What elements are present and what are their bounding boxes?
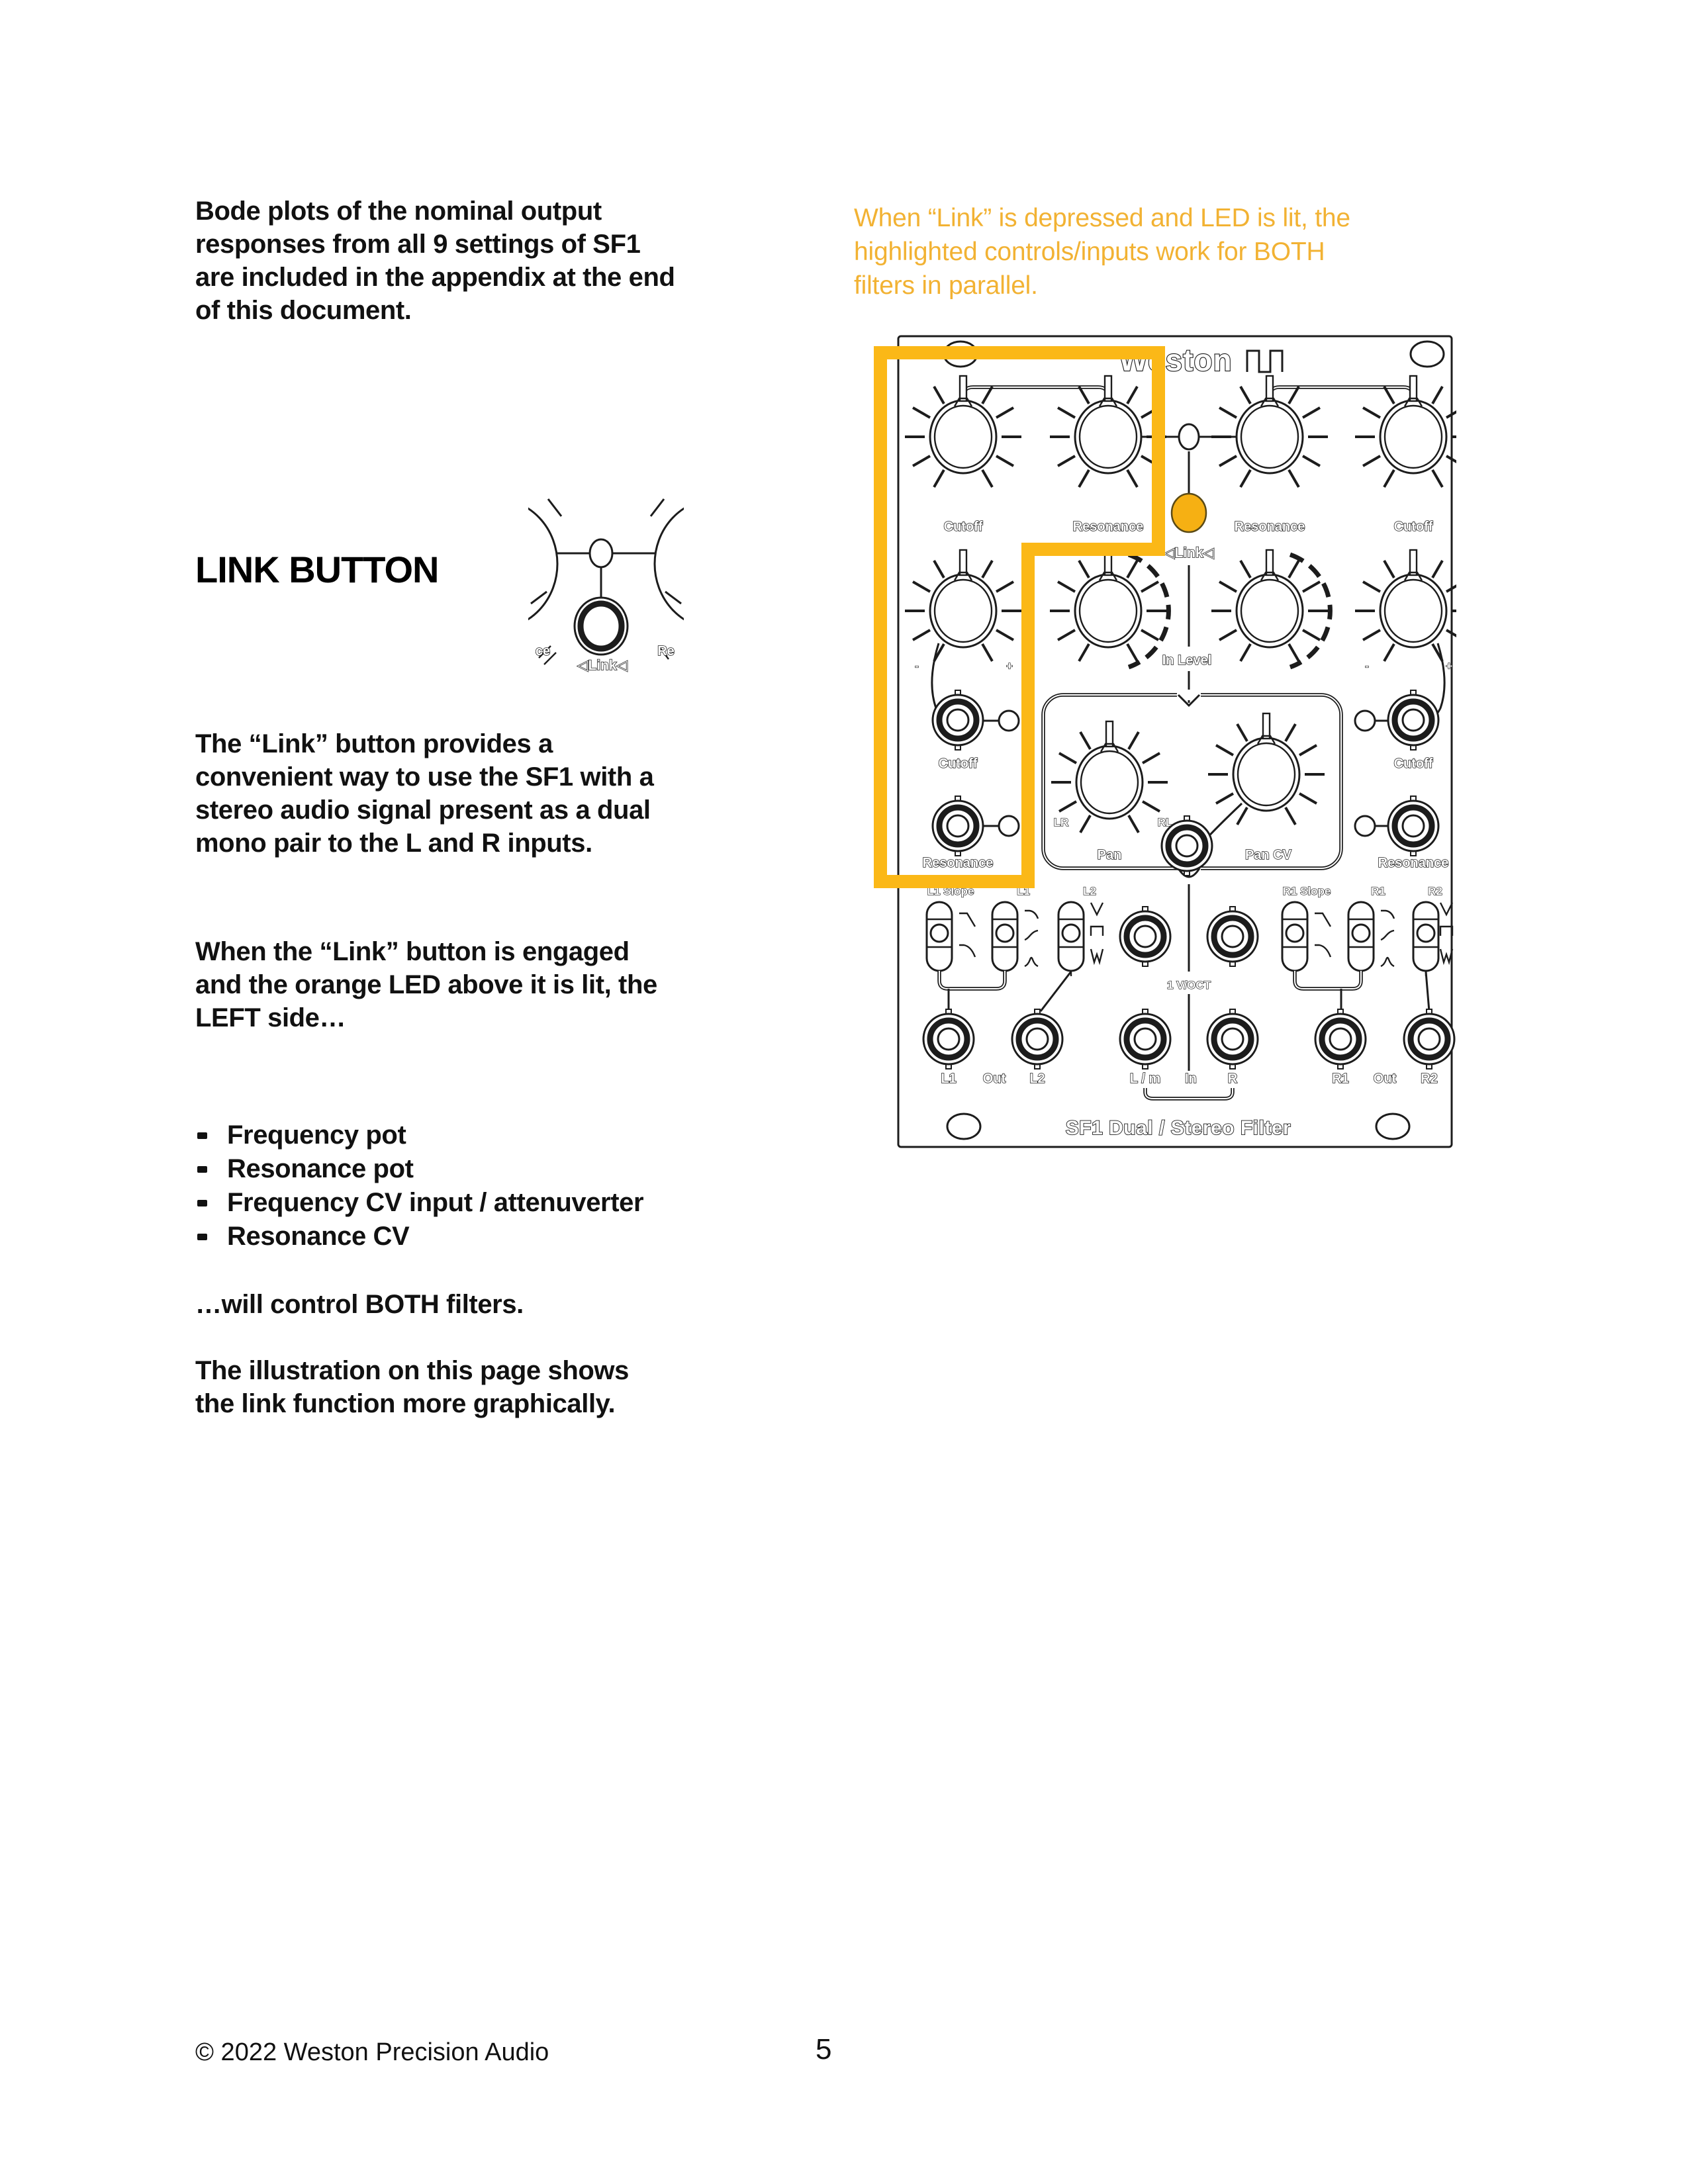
l2-out-label: L2 xyxy=(1029,1071,1045,1086)
voct-jack-right xyxy=(1207,907,1258,966)
link-led-outline xyxy=(1179,424,1199,449)
resonance-jack-label-left: Resonance xyxy=(922,856,994,870)
para-will-control: …will control BOTH filters. xyxy=(195,1290,524,1319)
r1-out-label: R1 xyxy=(1332,1071,1349,1086)
l1-out-label: L1 xyxy=(941,1071,957,1086)
brand-meander-icon xyxy=(1247,351,1282,372)
cutoff-jack-label-left: Cutoff xyxy=(938,756,978,771)
pan-knob xyxy=(1051,721,1168,833)
cutoff-label-right: Cutoff xyxy=(1393,520,1433,534)
in-label: In xyxy=(1185,1071,1197,1086)
r2-switch-label: R2 xyxy=(1428,885,1442,897)
list-item: Resonance pot xyxy=(197,1152,727,1186)
r1-mode-switch xyxy=(1348,902,1374,976)
list-item: Resonance CV xyxy=(197,1220,727,1253)
r1-slope-label: R1 Slope xyxy=(1282,885,1331,897)
attenuverter-minus-left: - xyxy=(915,660,919,672)
r1-slope-switch xyxy=(1282,902,1307,976)
panel-model-name: SF1 Dual / Stereo Filter xyxy=(1065,1117,1291,1139)
cutoff-label-left: Cutoff xyxy=(943,520,983,534)
mounting-hole-bottom-left xyxy=(947,1114,980,1139)
resonance-knob-right xyxy=(1211,376,1328,487)
attenuverter-minus-right: - xyxy=(1365,660,1369,672)
l2-mode-switch xyxy=(1058,902,1084,976)
slope-icons-right xyxy=(1315,913,1331,957)
l2-lead xyxy=(1041,972,1071,1011)
l1-slope-label: L1 Slope xyxy=(927,885,974,897)
cutoff-knob-right xyxy=(1355,376,1456,487)
inset-link-button xyxy=(575,598,628,655)
square-bullet-icon xyxy=(197,1234,207,1240)
lm-in-label: L / m xyxy=(1129,1071,1161,1086)
out-label-left: Out xyxy=(982,1071,1006,1086)
bullet-list xyxy=(197,1118,727,1253)
inset-link-label: ◁Link◁ xyxy=(577,658,628,672)
l2-switch-label: L2 xyxy=(1083,885,1096,897)
r1-out-jack xyxy=(1315,1009,1366,1069)
resonance-label-right: Resonance xyxy=(1234,520,1305,534)
resonance-led-right xyxy=(1355,816,1375,836)
page-number: 5 xyxy=(816,2033,832,2066)
inset-fragment-ce: ce xyxy=(535,644,551,659)
cutoff-cv-jack-right xyxy=(1388,690,1438,750)
copyright-text: © 2022 Weston Precision Audio xyxy=(195,2038,549,2066)
inset-fragment-re: Re xyxy=(657,644,675,659)
r1-switch-label: R1 xyxy=(1371,885,1385,897)
heading-link-button: LINK BUTTON xyxy=(195,549,439,590)
l1-merge-lead xyxy=(939,971,1005,1013)
stereo-in-bracket xyxy=(1145,1088,1233,1099)
pan-cv-knob xyxy=(1208,713,1325,825)
cutoff-knob-left xyxy=(905,376,1021,487)
mode-icons-r2 xyxy=(1440,903,1452,962)
para-bode-plots: Bode plots of the nominal output responses from all 9 settings of SF1 are included in the appendix at the end of this document. xyxy=(195,197,675,325)
inset-right-knob-fragment xyxy=(651,499,684,659)
cutoff-jack-label-right: Cutoff xyxy=(1393,756,1433,771)
list-item: Frequency pot xyxy=(197,1118,727,1152)
slope-icons-left xyxy=(959,913,975,957)
cutoff-cv-jack-left xyxy=(933,690,983,750)
square-bullet-icon xyxy=(197,1132,207,1139)
freq-cv-attenuverter-knob-right xyxy=(1355,550,1456,661)
pan-cv-label: Pan CV xyxy=(1244,848,1292,862)
l1-switch-label: L1 xyxy=(1017,885,1030,897)
out-label-right: Out xyxy=(1373,1071,1397,1086)
resonance-cv-jack-left xyxy=(933,796,983,856)
r2-out-label: R2 xyxy=(1421,1071,1438,1086)
r-in-jack xyxy=(1207,1009,1258,1069)
freq-cv-attenuverter-knob-left xyxy=(905,550,1021,661)
pan-lr-label: LR xyxy=(1053,816,1069,829)
para-illustration: The illustration on this page shows the link function more graphically. xyxy=(195,1356,629,1418)
square-bullet-icon xyxy=(197,1166,207,1173)
brand-logo-text: Weston xyxy=(1119,343,1233,377)
mounting-hole-top-right xyxy=(1411,341,1444,367)
resonance-led-left xyxy=(999,816,1019,836)
r1-merge-lead xyxy=(1295,971,1361,1013)
mounting-hole-bottom-right xyxy=(1376,1114,1409,1139)
sf1-module-illustration xyxy=(861,318,1456,1158)
para-link-provides: The “Link” button provides a convenient way to use the SF1 with a stereo audio signal present as a dual mono pair to the L and R inputs. xyxy=(195,729,654,858)
r-in-label: R xyxy=(1227,1071,1238,1086)
resonance-cv-jack-right xyxy=(1388,796,1438,856)
in-level-label: In Level xyxy=(1162,653,1212,668)
inset-left-knob-fragment xyxy=(528,499,561,664)
resonance-knob-left xyxy=(1050,376,1166,487)
r2-lead xyxy=(1426,972,1429,1011)
mode-icons-l1 xyxy=(1025,911,1038,966)
attenuverter-plus-left: + xyxy=(1006,660,1013,672)
cutoff-led-left xyxy=(999,711,1019,731)
cutoff-led-right xyxy=(1355,711,1375,731)
l1-mode-switch xyxy=(992,902,1017,976)
r2-mode-switch xyxy=(1413,902,1438,976)
resonance-jack-label-right: Resonance xyxy=(1378,856,1449,870)
inset-led xyxy=(590,539,612,567)
link-button-inset-illustration xyxy=(528,492,684,672)
callout-link-note: When “Link” is depressed and LED is lit, the highlighted controls/inputs work for BOTH filters in parallel. xyxy=(854,204,1350,300)
pan-label: Pan xyxy=(1097,848,1122,862)
voct-label: 1 V/OCT xyxy=(1166,979,1211,991)
square-bullet-icon xyxy=(197,1200,207,1206)
l1-slope-switch xyxy=(927,902,952,976)
l1-out-jack xyxy=(923,1009,974,1069)
link-label: ◁Link◁ xyxy=(1164,545,1214,561)
link-led-lit xyxy=(1172,494,1206,532)
mode-icons-r1 xyxy=(1381,911,1394,966)
lm-in-jack xyxy=(1120,1009,1170,1069)
pan-rl-label: RL xyxy=(1157,816,1173,829)
voct-jack-left xyxy=(1120,907,1170,966)
r2-out-jack xyxy=(1404,1009,1454,1069)
attenuverter-plus-right: + xyxy=(1446,660,1452,672)
mode-icons-l2 xyxy=(1091,903,1103,962)
para-when-engaged: When the “Link” button is engaged and the orange LED above it is lit, the LEFT side… xyxy=(195,937,657,1032)
resonance-label-left: Resonance xyxy=(1072,520,1144,534)
l2-out-jack xyxy=(1012,1009,1062,1069)
list-item: Frequency CV input / attenuverter xyxy=(197,1186,727,1220)
